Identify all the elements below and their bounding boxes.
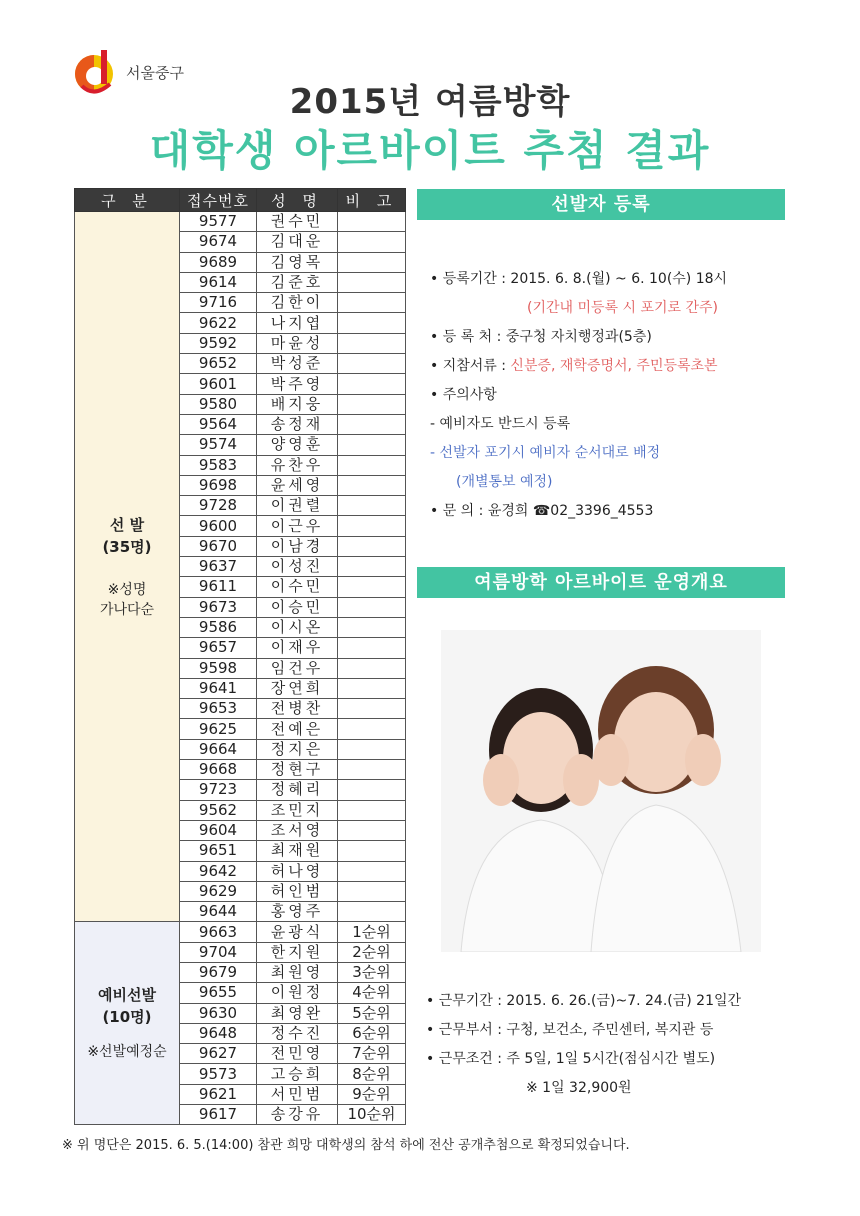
cell-number: 9668: [180, 760, 257, 780]
cell-note: 1순위: [338, 922, 406, 942]
cell-name: 김한이: [257, 293, 338, 313]
cell-note: 10순위: [338, 1105, 406, 1125]
cell-note: [338, 800, 406, 820]
group-title: 선 발: [109, 515, 145, 534]
registration-docs-label: • 지참서류 :: [430, 358, 511, 374]
cell-number: 9704: [180, 942, 257, 962]
cell-note: 3순위: [338, 962, 406, 982]
cell-note: [338, 536, 406, 556]
cell-note: [338, 313, 406, 333]
cell-name: 이성진: [257, 557, 338, 577]
cell-name: 이원정: [257, 983, 338, 1003]
cell-number: 9592: [180, 333, 257, 353]
page-title: 2015년 여름방학: [289, 82, 571, 122]
cell-name: 임건우: [257, 658, 338, 678]
cell-number: 9674: [180, 232, 257, 252]
overview-cond: • 근무조건 : 주 5일, 1일 5시간(점심시간 별도): [426, 1051, 716, 1067]
cell-name: 정현구: [257, 760, 338, 780]
cell-name: 조민지: [257, 800, 338, 820]
cell-name: 김대운: [257, 232, 338, 252]
cell-note: 8순위: [338, 1064, 406, 1084]
cell-name: 양영훈: [257, 435, 338, 455]
cell-number: 9580: [180, 394, 257, 414]
group-note: 가나다순: [99, 601, 155, 618]
group-note: ※선발예정순: [87, 1044, 167, 1061]
cell-name: 정지은: [257, 739, 338, 759]
cell-number: 9723: [180, 780, 257, 800]
footnote: ※ 위 명단은 2015. 6. 5.(14:00) 참관 희망 대학생의 참석 하에 전산 공개추첨으로 확정되었습니다.: [62, 1138, 630, 1153]
cell-note: [338, 212, 406, 232]
cell-number: 9562: [180, 800, 257, 820]
registration-docs: 신분증, 재학증명서, 주민등록초본: [510, 358, 718, 374]
cell-name: 송정재: [257, 414, 338, 434]
cell-note: 6순위: [338, 1023, 406, 1043]
cell-number: 9598: [180, 658, 257, 678]
cell-number: 9653: [180, 699, 257, 719]
cell-note: [338, 435, 406, 455]
overview-info: [426, 987, 741, 1103]
cell-name: 이남경: [257, 536, 338, 556]
result-table: [74, 188, 406, 1125]
cell-name: 유찬우: [257, 455, 338, 475]
cell-note: [338, 638, 406, 658]
cell-number: 9583: [180, 455, 257, 475]
cell-name: 윤광식: [257, 922, 338, 942]
cell-number: 9617: [180, 1105, 257, 1125]
registration-caution: • 주의사항: [430, 387, 497, 403]
cell-number: 9679: [180, 962, 257, 982]
cell-note: 2순위: [338, 942, 406, 962]
group-reserve: [75, 922, 180, 1125]
cell-note: [338, 699, 406, 719]
cell-note: [338, 577, 406, 597]
cell-number: 9716: [180, 293, 257, 313]
cell-number: 9577: [180, 212, 257, 232]
cell-note: [338, 597, 406, 617]
cell-note: [338, 881, 406, 901]
registration-info: [430, 265, 727, 526]
cell-note: [338, 617, 406, 637]
group-title: 예비선발: [98, 986, 156, 1005]
cell-number: 9627: [180, 1044, 257, 1064]
registration-caution-2: - 선발자 포기시 예비자 순서대로 배정: [430, 445, 661, 461]
cell-number: 9601: [180, 374, 257, 394]
cell-name: 한지원: [257, 942, 338, 962]
cell-number: 9630: [180, 1003, 257, 1023]
cell-name: 정수진: [257, 1023, 338, 1043]
registration-caution-3: (개별통보 예정): [456, 474, 553, 490]
cell-number: 9621: [180, 1084, 257, 1104]
cell-name: 이시온: [257, 617, 338, 637]
cell-name: 조서영: [257, 820, 338, 840]
cell-note: [338, 557, 406, 577]
cell-name: 마윤성: [257, 333, 338, 353]
cell-note: [338, 394, 406, 414]
table-row: [75, 212, 406, 232]
cell-name: 최원영: [257, 962, 338, 982]
cell-number: 9604: [180, 820, 257, 840]
cell-name: 허나영: [257, 861, 338, 881]
cell-name: 전예은: [257, 719, 338, 739]
cell-number: 9641: [180, 678, 257, 698]
cell-name: 박주영: [257, 374, 338, 394]
overview-heading: 여름방학 아르바이트 운영개요: [417, 567, 785, 598]
cell-number: 9652: [180, 354, 257, 374]
page-subtitle: 대학생 아르바이트 추첨 결과: [149, 126, 711, 175]
cell-note: [338, 760, 406, 780]
cell-number: 9586: [180, 617, 257, 637]
cell-number: 9644: [180, 902, 257, 922]
cell-note: [338, 516, 406, 536]
cell-name: 이승민: [257, 597, 338, 617]
cell-name: 나지엽: [257, 313, 338, 333]
table-row: [75, 922, 406, 942]
cell-note: 4순위: [338, 983, 406, 1003]
cell-name: 고승희: [257, 1064, 338, 1084]
cell-name: 전민영: [257, 1044, 338, 1064]
header-number: 접수번호: [180, 189, 257, 212]
students-photo: [441, 630, 761, 952]
cell-name: 정혜리: [257, 780, 338, 800]
cell-number: 9698: [180, 475, 257, 495]
header-note: 비 고: [338, 189, 406, 212]
group-note: ※성명: [107, 581, 147, 598]
cell-name: 권수민: [257, 212, 338, 232]
header-category: 구 분: [75, 189, 180, 212]
cell-number: 9642: [180, 861, 257, 881]
overview-period: • 근무기간 : 2015. 6. 26.(금)~7. 24.(금) 21일간: [426, 993, 742, 1009]
cell-number: 9651: [180, 841, 257, 861]
registration-period: • 등록기간 : 2015. 6. 8.(월) ~ 6. 10(수) 18시: [430, 271, 728, 287]
cell-number: 9664: [180, 739, 257, 759]
cell-note: [338, 658, 406, 678]
cell-note: [338, 841, 406, 861]
cell-name: 이권렬: [257, 496, 338, 516]
cell-name: 이근우: [257, 516, 338, 536]
registration-contact: • 문 의 : 윤경희 ☎02_3396_4553: [430, 503, 654, 519]
registration-docs-row: [430, 352, 727, 381]
cell-number: 9689: [180, 252, 257, 272]
cell-name: 이수민: [257, 577, 338, 597]
registration-period-note: (기간내 미등록 시 포기로 간주): [527, 300, 719, 316]
header-name: 성 명: [257, 189, 338, 212]
registration-heading: 선발자 등록: [417, 189, 785, 220]
cell-note: [338, 252, 406, 272]
cell-number: 9564: [180, 414, 257, 434]
cell-number: 9622: [180, 313, 257, 333]
cell-name: 최영완: [257, 1003, 338, 1023]
cell-name: 김준호: [257, 272, 338, 292]
cell-number: 9655: [180, 983, 257, 1003]
table-header-row: [75, 189, 406, 212]
cell-number: 9670: [180, 536, 257, 556]
registration-caution-1: - 예비자도 반드시 등록: [430, 416, 571, 432]
cell-note: [338, 293, 406, 313]
cell-note: [338, 902, 406, 922]
cell-name: 전병찬: [257, 699, 338, 719]
cell-note: [338, 719, 406, 739]
cell-number: 9673: [180, 597, 257, 617]
cell-number: 9614: [180, 272, 257, 292]
cell-note: [338, 374, 406, 394]
cell-number: 9657: [180, 638, 257, 658]
cell-note: [338, 455, 406, 475]
cell-number: 9629: [180, 881, 257, 901]
cell-number: 9574: [180, 435, 257, 455]
brand-name: 서울중구: [126, 64, 184, 82]
group-count: (10명): [102, 1008, 152, 1027]
cell-number: 9600: [180, 516, 257, 536]
cell-number: 9648: [180, 1023, 257, 1043]
group-selected: [75, 212, 180, 922]
cell-note: [338, 496, 406, 516]
cell-note: [338, 739, 406, 759]
cell-note: [338, 232, 406, 252]
cell-name: 배지웅: [257, 394, 338, 414]
cell-name: 박성준: [257, 354, 338, 374]
cell-name: 송강유: [257, 1105, 338, 1125]
overview-pay: ※ 1일 32,900원: [526, 1080, 632, 1096]
cell-note: [338, 272, 406, 292]
cell-note: 5순위: [338, 1003, 406, 1023]
cell-note: 9순위: [338, 1084, 406, 1104]
cell-number: 9611: [180, 577, 257, 597]
cell-number: 9728: [180, 496, 257, 516]
cell-note: [338, 333, 406, 353]
cell-note: [338, 820, 406, 840]
cell-name: 서민범: [257, 1084, 338, 1104]
cell-note: [338, 414, 406, 434]
overview-dept: • 근무부서 : 구청, 보건소, 주민센터, 복지관 등: [426, 1022, 714, 1038]
cell-number: 9637: [180, 557, 257, 577]
cell-name: 이재우: [257, 638, 338, 658]
cell-note: [338, 780, 406, 800]
cell-name: 장연희: [257, 678, 338, 698]
cell-name: 최재원: [257, 841, 338, 861]
cell-note: [338, 475, 406, 495]
registration-place: • 등 록 처 : 중구청 자치행정과(5층): [430, 329, 652, 345]
cell-name: 김영목: [257, 252, 338, 272]
cell-name: 허인범: [257, 881, 338, 901]
cell-note: [338, 678, 406, 698]
group-count: (35명): [102, 537, 152, 556]
cell-note: [338, 354, 406, 374]
cell-number: 9663: [180, 922, 257, 942]
cell-name: 윤세영: [257, 475, 338, 495]
cell-note: [338, 861, 406, 881]
cell-name: 홍영주: [257, 902, 338, 922]
cell-note: 7순위: [338, 1044, 406, 1064]
cell-number: 9625: [180, 719, 257, 739]
cell-number: 9573: [180, 1064, 257, 1084]
